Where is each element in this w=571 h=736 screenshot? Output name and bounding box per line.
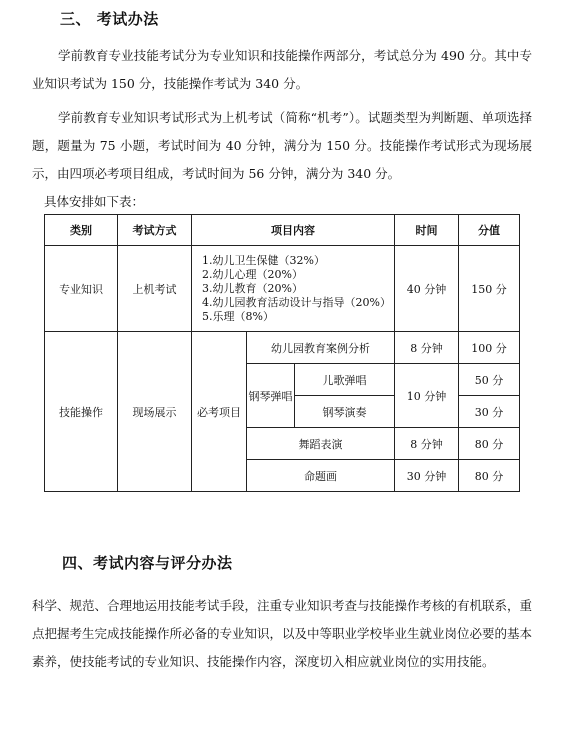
header-time: 时间 [395,215,459,246]
case-score-cell: 100 分 [459,332,520,364]
knowledge-content-list [192,246,395,332]
piano-time-cell: 10 分钟 [395,364,459,428]
performance-cell: 钢琴演奏 [295,396,395,428]
piano-cell: 钢琴弹唱 [247,364,295,428]
song-cell: 儿歌弹唱 [295,364,395,396]
table-row [45,246,520,332]
list-item: 1.幼儿卫生保健（32%） [202,253,325,267]
drawing-time-cell: 30 分钟 [395,460,459,492]
knowledge-score-cell: 150 分 [459,246,520,332]
header-category: 类别 [45,215,118,246]
exam-schedule-table [44,214,520,492]
section4-heading: 四、考试内容与评分办法 [62,554,233,572]
dance-score-cell: 80 分 [459,428,520,460]
section3-heading: 三、 考试办法 [60,10,159,28]
case-time-cell: 8 分钟 [395,332,459,364]
performance-score-cell: 30 分 [459,396,520,428]
skill-method-cell: 现场展示 [118,332,192,492]
header-content: 项目内容 [192,215,395,246]
list-item: 3.幼儿教育（20%） [202,281,303,295]
list-item: 4.幼儿园教育活动设计与指导（20%） [202,295,391,309]
section3-paragraph-2: 学前教育专业知识考试形式为上机考试（简称“机考”）。试题类型为判断题、单项选择题，题量为 75 小题，考试时间为 40 分钟，满分为 150 分。技能操作考试形式为现场展示，由四项必考项目组成，考试时间为 56 分钟，满分为 340 分。 [32,110,532,181]
knowledge-category-cell: 专业知识 [45,246,118,332]
list-item: 2.幼儿心理（20%） [202,267,303,281]
section4-paragraph: 科学、规范、合理地运用技能考试手段，注重专业知识考查与技能操作考核的有机联系，重点把握考生完成技能操作所必备的专业知识，以及中等职业学校毕业生就业岗位必要的基本素养，使技能考试的专业知识、技能操作内容，深度切入相应就业岗位的实用技能。 [32,598,533,669]
table-caption: 具体安排如下表： [44,194,145,209]
list-item: 5.乐理（8%） [202,309,274,323]
knowledge-time-cell: 40 分钟 [395,246,459,332]
table-header-row [45,215,520,246]
table-row [45,332,520,364]
case-analysis-cell: 幼儿园教育案例分析 [247,332,395,364]
drawing-score-cell: 80 分 [459,460,520,492]
song-score-cell: 50 分 [459,364,520,396]
required-items-cell: 必考项目 [192,332,247,492]
dance-time-cell: 8 分钟 [395,428,459,460]
dance-cell: 舞蹈表演 [247,428,395,460]
section3-paragraph-1: 学前教育专业技能考试分为专业知识和技能操作两部分，考试总分为 490 分。其中专业知识考试为 150 分，技能操作考试为 340 分。 [32,48,532,91]
header-score: 分值 [459,215,520,246]
skill-category-cell: 技能操作 [45,332,118,492]
header-method: 考试方式 [118,215,192,246]
knowledge-method-cell: 上机考试 [118,246,192,332]
drawing-cell: 命题画 [247,460,395,492]
